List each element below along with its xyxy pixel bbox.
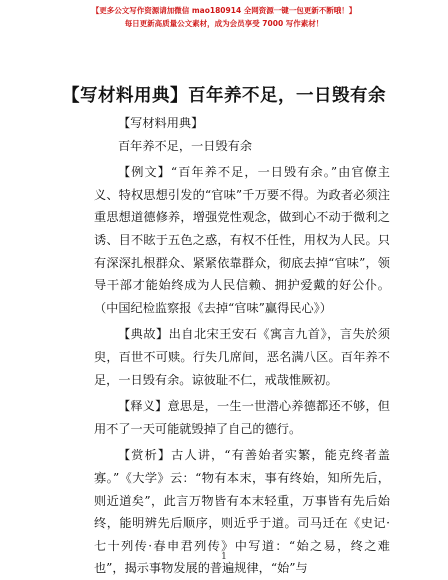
paragraph-meaning: 【释义】意思是，一生一世潜心养德都还不够，但用不了一天可能就毁掉了自己的德行。	[94, 399, 390, 436]
promo-banner	[0, 6, 448, 29]
paragraph-example: 【例文】“百年养不足，一日毁有余。”由官僚主义、特权思想引发的“官味”千万要不得。为政者必须注重思想道德修养，增强党性观念，做到心不动于微利之诱、目不眩于五色之惑，有权不任性，用权为人民。只有深深扎根群众、紧紧依靠群众，彻底去掉“官味”，领导干部才能始终成为人民信赖、拥护爱戴的好公仆。（中国纪检监察报《去掉“官味”赢得民心》）	[94, 165, 390, 315]
promo-banner-line-2: 每日更新高质量公文素材，成为会员享受 7000 写作素材！	[124, 19, 324, 28]
paragraph-allusion: 【典故】出自北宋王安石《寓言九首》，言失於须臾，百世不可赎。行失几席间，恶名满八区。百年养不足，一日毁有余。谅彼耻不仁，戒哉惟厥初。	[94, 327, 390, 387]
section-label: 【写材料用典】	[118, 116, 204, 130]
promo-banner-line-1: 【更多公文写作资源请加微信 mao180914 全网资源一键一包更新不断哦！】	[91, 6, 357, 15]
document-subtitle: 百年养不足，一日毁有余	[118, 138, 253, 153]
page-number: 1	[221, 552, 227, 562]
paragraph-appreciation: 【赏析】古人讲，“有善始者实繁，能克终者盖寡。”《大学》云：“物有本末，事有终始，知所先后，则近道矣”，此言万物皆有本末轻重，万事皆有先后始终，能明辨先后顺序，则近乎于道。司马迁在《史记·七十列传·春申君列传》中写道：“始之易，终之难也”，揭示事物发展的普遍规律，“始”与	[94, 448, 390, 576]
document-title: 【写材料用典】百年养不足，一日毁有余	[62, 86, 386, 106]
document-body	[94, 112, 390, 580]
